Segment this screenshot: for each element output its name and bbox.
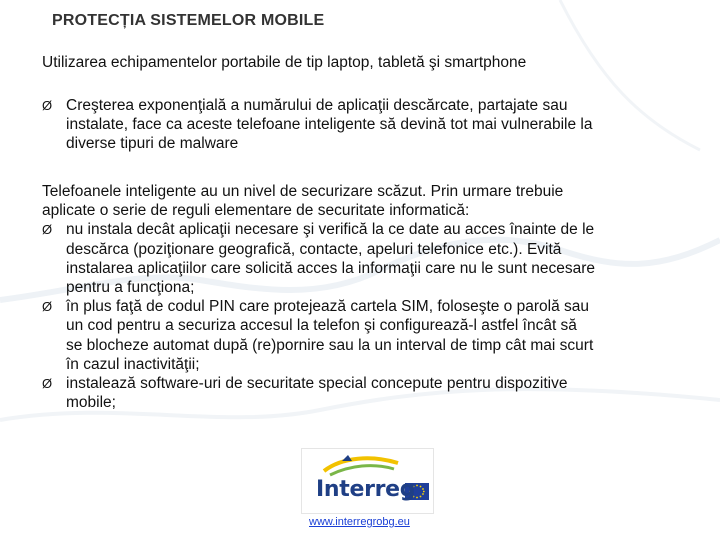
paragraph-growth	[42, 96, 692, 154]
text-line: în plus faţă de codul PIN care protejează cartela SIM, foloseşte o parolă sau	[66, 298, 589, 316]
intro-line: Telefoanele inteligente au un nivel de securizare scăzut. Prin urmare trebuie	[42, 183, 564, 200]
text-line: mobile;	[66, 394, 116, 412]
paragraph-rules	[42, 182, 692, 412]
text-line: în cazul inactivităţii;	[66, 355, 200, 373]
text-line: se blocheze automat după (re)pornire sau la un interval de timp cât mai scurt	[66, 336, 594, 354]
bullet-item-software	[42, 374, 692, 412]
text-line: un cod pentru a securiza accesul la telefon şi configurează-l astfel încât să	[66, 317, 577, 335]
text-line: Creşterea exponenţială a numărului de aplicaţii descărcate, partajate sau	[66, 97, 568, 114]
arrow-bullet-icon: Ø	[42, 222, 53, 238]
text-line: descărca (poziţionare geografică, contacte, apeluri telefonice etc.). Evită	[66, 240, 562, 258]
text-line: diverse tipuri de malware	[66, 135, 239, 153]
subtitle: Utilizarea echipamentelor portabile de tip laptop, tabletă şi smartphone	[42, 54, 527, 71]
arrow-bullet-icon: Ø	[42, 299, 53, 315]
intro-line: aplicate o serie de reguli elementare de securitate informatică:	[42, 202, 470, 220]
logo-wordmark: Interreg	[316, 477, 416, 502]
text-line: nu instala decât aplicaţii necesare şi verifică la ce date au acces înainte de le	[66, 221, 595, 239]
text-line: instalează software-uri de securitate special concepute pentru dispozitive	[66, 375, 568, 393]
text-line: instalate, face ca aceste telefoane inteligente să devină tot mai vulnerabile la	[66, 116, 593, 134]
page-title: PROTECȚIA SISTEMELOR MOBILE	[52, 12, 325, 29]
text-line: instalarea aplicaţiilor care solicită acces la informaţii care nu le sunt necesare	[66, 259, 595, 277]
arrow-bullet-icon: Ø	[42, 376, 53, 392]
bullet-item-apps	[42, 220, 692, 297]
arrow-bullet-icon: Ø	[42, 98, 53, 113]
interreg-logo	[301, 448, 434, 514]
footer-website-link[interactable]: www.interregrobg.eu	[309, 516, 410, 528]
bullet-item-pin	[42, 297, 692, 374]
text-line: pentru a funcţiona;	[66, 279, 195, 297]
bullet-item	[42, 96, 692, 154]
